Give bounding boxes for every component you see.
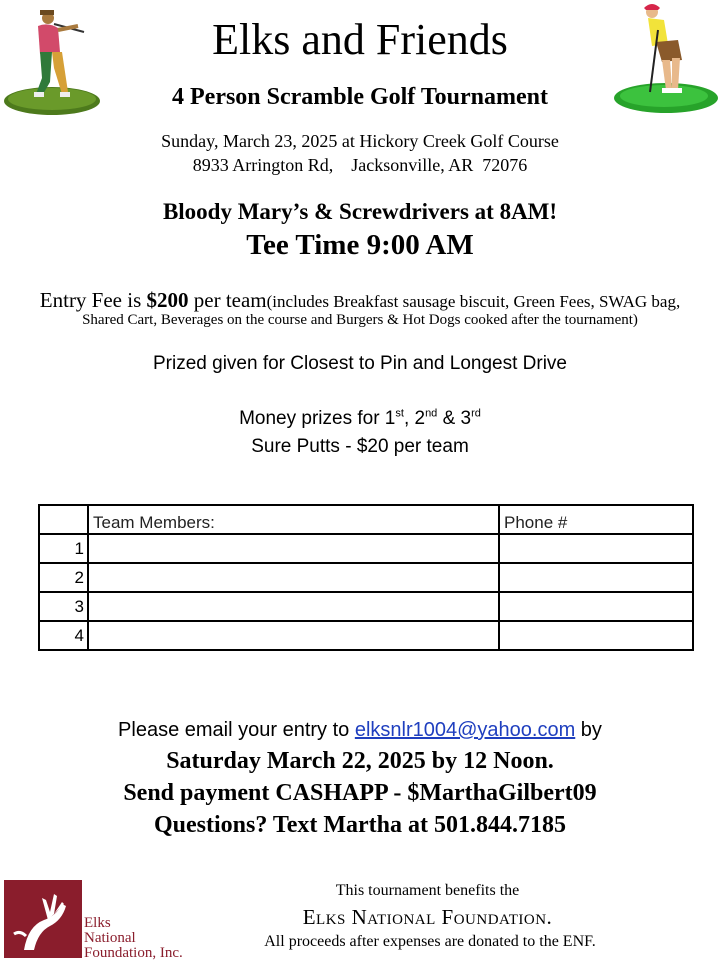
- row-number: 1: [39, 534, 88, 563]
- page-title: Elks and Friends: [212, 15, 508, 64]
- table-header-row: [39, 505, 693, 534]
- table-row: [39, 534, 693, 563]
- sure-putts-line: Sure Putts - $20 per team: [251, 436, 469, 457]
- drinks-announcement: Bloody Mary’s & Screwdrivers at 8AM!: [162, 199, 558, 224]
- questions-contact: Questions? Text Martha at 501.844.7185: [153, 812, 566, 838]
- member-phone-cell[interactable]: [499, 563, 693, 592]
- col-team-members: Team Members:: [88, 505, 499, 534]
- event-address: 8933 Arrington Rd, Jacksonville, AR 72076: [192, 155, 528, 175]
- member-phone-cell[interactable]: [499, 592, 693, 621]
- table-row: [39, 563, 693, 592]
- row-number: 2: [39, 563, 88, 592]
- entry-fee-per-team: per team: [188, 288, 267, 312]
- tee-time: Tee Time 9:00 AM: [246, 229, 474, 261]
- email-suffix: by: [575, 719, 602, 741]
- prizes-line: Prized given for Closest to Pin and Longest Drive: [153, 353, 567, 374]
- team-members-table: [38, 504, 694, 651]
- entry-deadline: Saturday March 22, 2025 by 12 Noon.: [166, 748, 554, 774]
- proceeds-line: All proceeds after expenses are donated to the ENF.: [264, 933, 596, 950]
- email-instruction: [0, 719, 720, 742]
- member-phone-cell[interactable]: [499, 621, 693, 650]
- email-prefix: Please email your entry to: [118, 719, 355, 741]
- entry-fee-includes-2: Shared Cart, Beverages on the course and Burgers & Hot Dogs cooked after the tournament): [82, 312, 638, 328]
- money-second: , 2: [403, 408, 426, 429]
- row-number: 3: [39, 592, 88, 621]
- member-name-cell[interactable]: [88, 592, 499, 621]
- money-third: & 3: [437, 408, 472, 429]
- member-phone-cell[interactable]: [499, 534, 693, 563]
- entry-fee-includes-1: (includes Breakfast sausage biscuit, Green Fees, SWAG bag,: [266, 292, 681, 311]
- event-date-location: Sunday, March 23, 2025 at Hickory Creek Golf Course: [161, 131, 559, 151]
- table-row: [39, 621, 693, 650]
- entry-fee-line: [0, 288, 720, 313]
- logo-line-3: Foundation, Inc.: [84, 945, 183, 961]
- member-name-cell[interactable]: [88, 621, 499, 650]
- member-name-cell[interactable]: [88, 563, 499, 592]
- email-link[interactable]: elksnlr1004@yahoo.com: [354, 719, 576, 741]
- logo-line-1: Elks: [84, 915, 111, 931]
- first-sup: st: [395, 407, 404, 420]
- benefits-line: This tournament benefits the: [335, 882, 520, 899]
- money-prefix: Money prizes for 1: [239, 408, 396, 429]
- table-row: [39, 592, 693, 621]
- payment-info: Send payment CASHAPP - $MarthaGilbert09: [123, 780, 597, 806]
- tournament-subtitle: 4 Person Scramble Golf Tournament: [172, 84, 548, 110]
- table-corner-cell: [39, 505, 88, 534]
- third-sup: rd: [471, 407, 481, 420]
- row-number: 4: [39, 621, 88, 650]
- logo-line-2: National: [84, 930, 136, 946]
- second-sup: nd: [425, 407, 438, 420]
- entry-fee-amount: $200: [146, 288, 189, 312]
- logo-text: [84, 916, 183, 961]
- money-prizes-line: [0, 408, 720, 430]
- entry-fee-prefix: Entry Fee is: [39, 288, 147, 312]
- foundation-name: Elks National Foundation.: [302, 905, 553, 929]
- member-name-cell[interactable]: [88, 534, 499, 563]
- col-phone: Phone #: [499, 505, 693, 534]
